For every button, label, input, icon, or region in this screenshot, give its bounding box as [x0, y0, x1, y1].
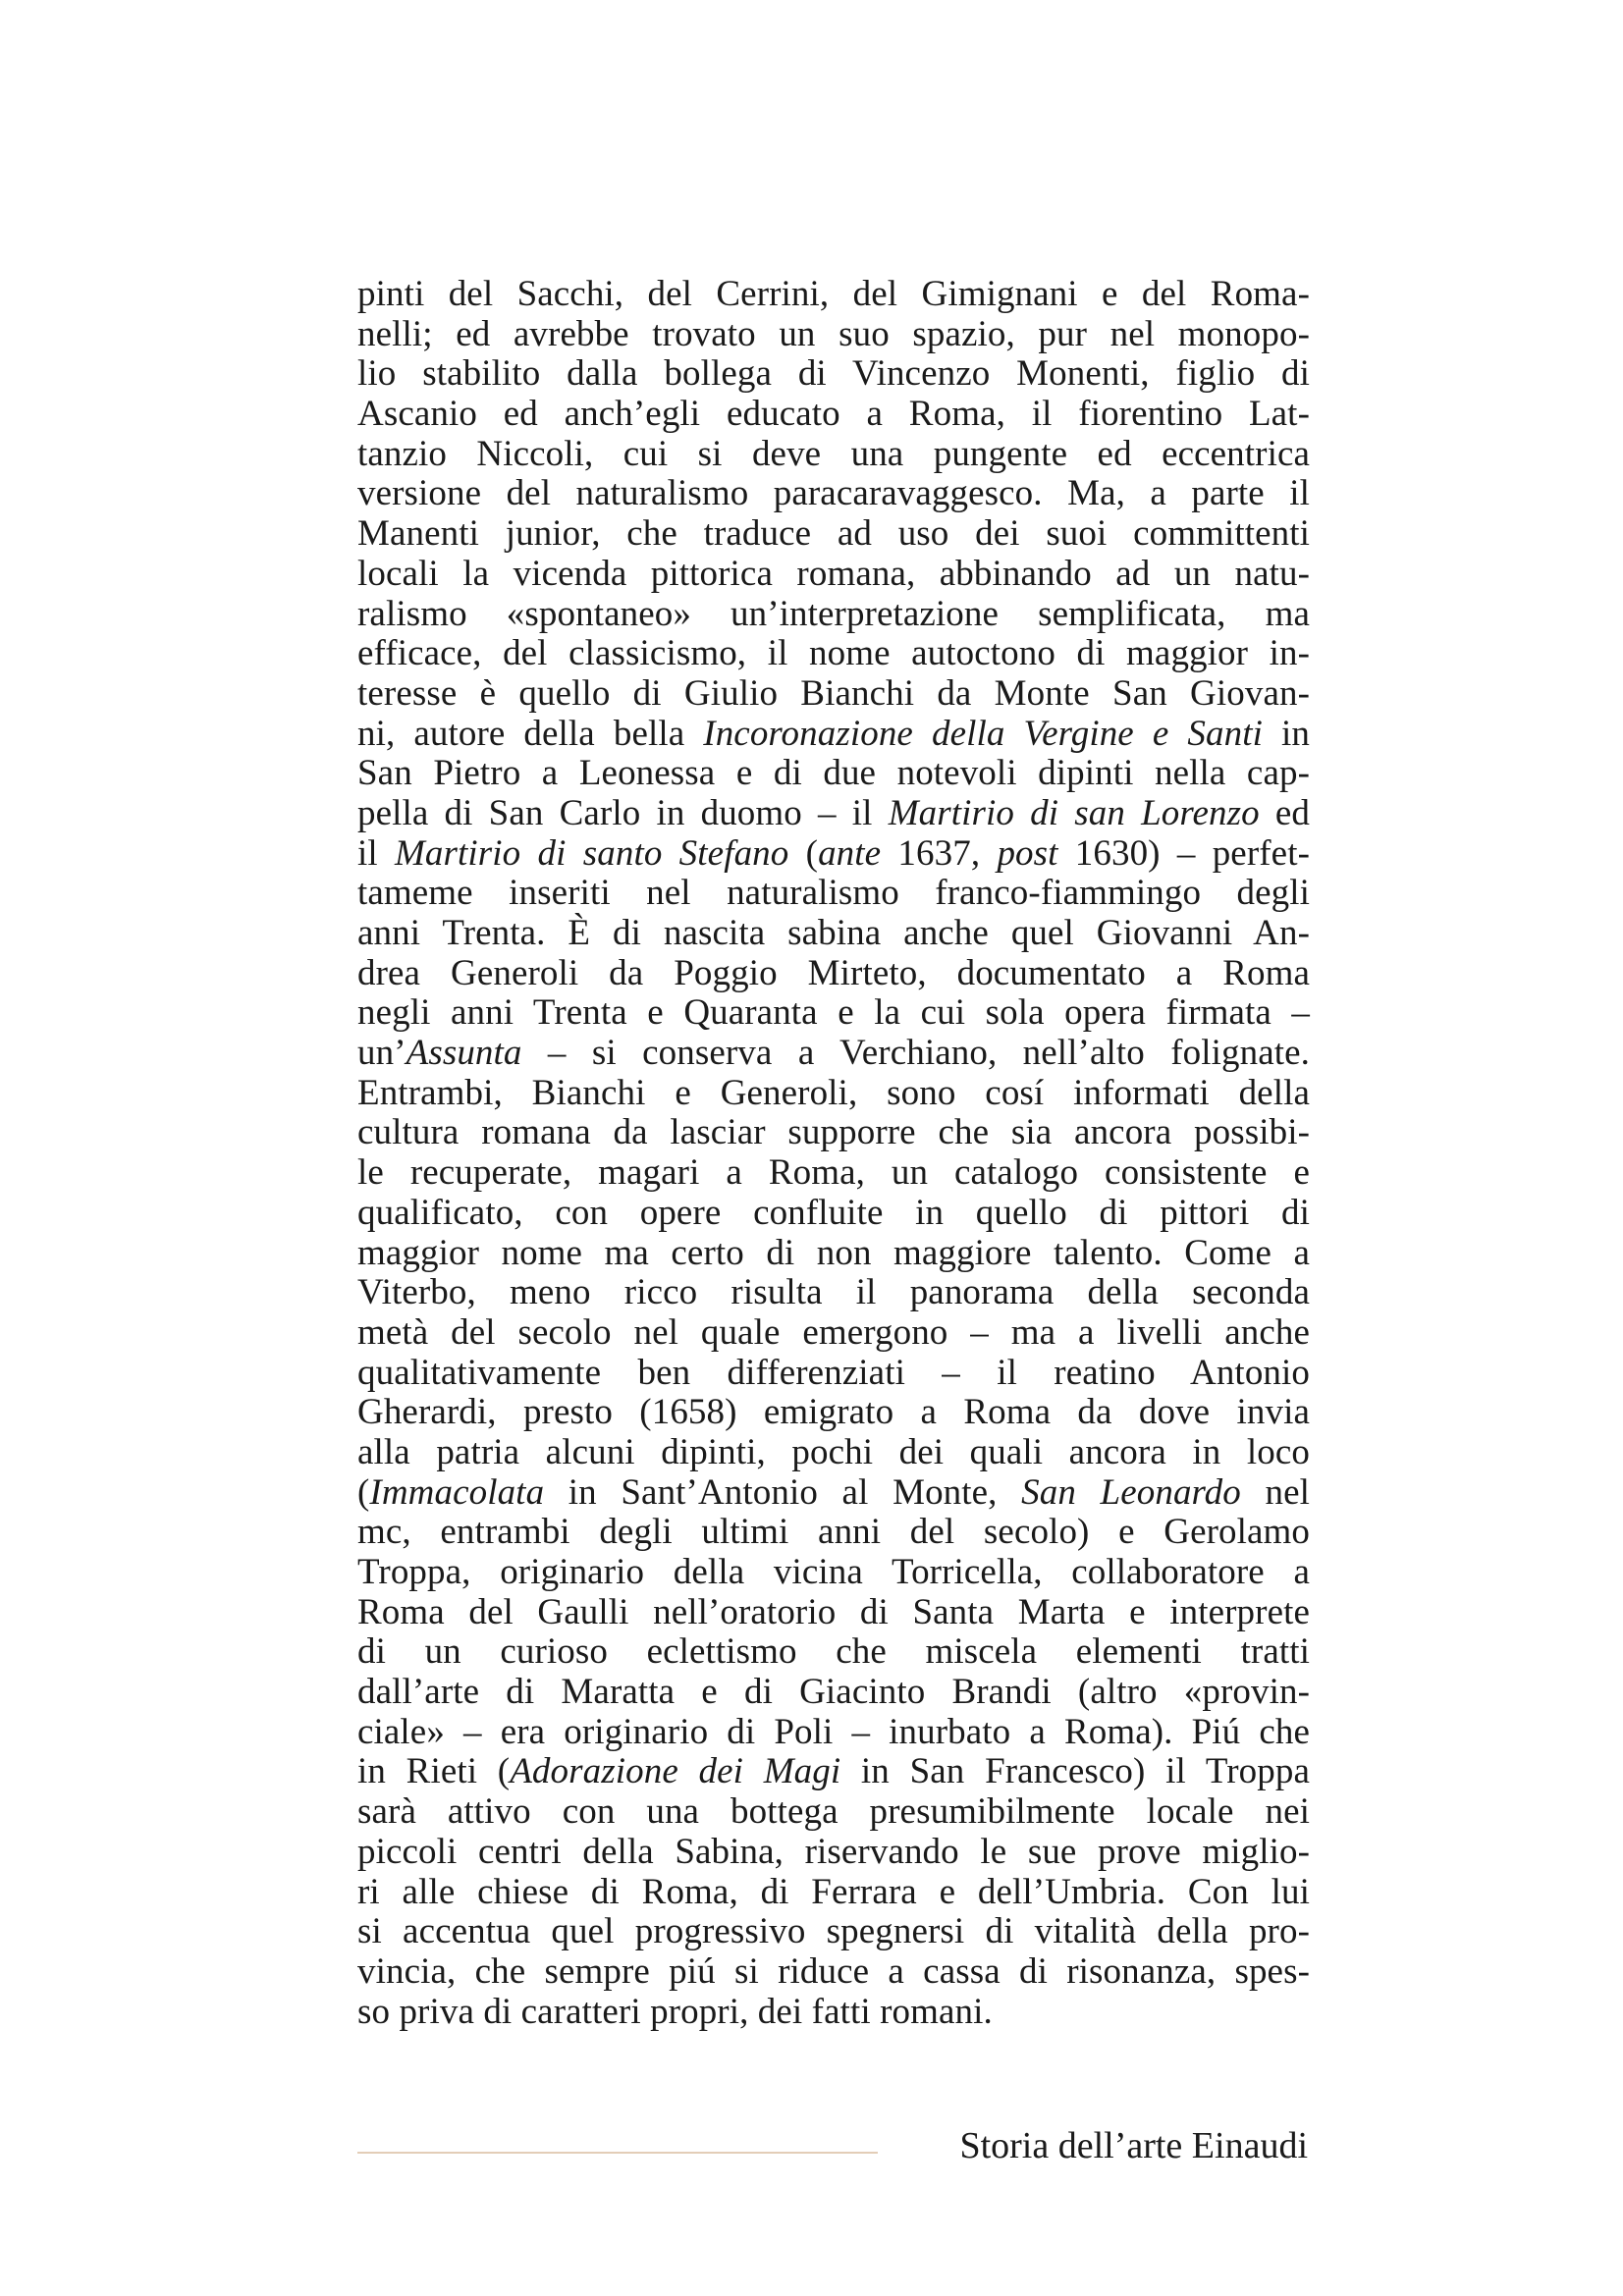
text-run: qualificato, con opere confluite in quello di pittori di: [357, 1192, 1310, 1233]
text-line: [357, 1273, 1310, 1313]
text-line: [357, 1873, 1310, 1913]
text-line: [357, 1113, 1310, 1153]
text-line: [357, 993, 1310, 1034]
text-line: [357, 474, 1310, 514]
text-line: [357, 1713, 1310, 1753]
body-paragraph: [357, 275, 1310, 2032]
text-run: in: [1262, 713, 1310, 754]
text-line: [357, 555, 1310, 595]
footer-rule: [357, 2152, 878, 2154]
text-run: vincia, che sempre piú si riduce a cassa di risonanza, spes-: [357, 1950, 1310, 1992]
italic-title: ante: [818, 832, 882, 874]
text-run: negli anni Trenta e Quaranta e la cui sola opera firmata –: [357, 992, 1310, 1034]
text-run: piccoli centri della Sabina, riservando le sue prove miglio-: [357, 1831, 1310, 1872]
text-line: [357, 794, 1310, 834]
text-run: (: [357, 1471, 370, 1513]
text-run: in San Francesco) il Troppa: [840, 1751, 1311, 1792]
text-run: 1637,: [881, 832, 998, 874]
publisher-title: Storia dell’arte Einaudi: [959, 2125, 1308, 2166]
text-run: nelli; ed avrebbe trovato un suo spazio, pur nel monopo-: [357, 313, 1310, 354]
text-line: [357, 1313, 1310, 1354]
text-run: 1630) – perfet-: [1057, 832, 1310, 874]
text-line: [357, 1473, 1310, 1514]
text-run: efficace, del classicismo, il nome autoctono di maggior in-: [357, 633, 1310, 674]
text-line: [357, 634, 1310, 674]
text-run: dall’arte di Maratta e di Giacinto Brandi (altro «provin-: [357, 1672, 1310, 1713]
text-run: maggior nome ma certo di non maggiore talento. Come a: [357, 1232, 1310, 1273]
text-run: lio stabilito dalla bollega di Vincenzo Monenti, figlio di: [357, 353, 1310, 395]
text-run: mc, entrambi degli ultimi anni del secolo) e Gerolamo: [357, 1512, 1310, 1553]
text-line: [357, 1912, 1310, 1952]
text-line: [357, 914, 1310, 954]
text-run: alla patria alcuni dipinti, pochi dei quali ancora in loco: [357, 1431, 1310, 1472]
text-run: Gherardi, presto (1658) emigrato a Roma da dove invia: [357, 1392, 1310, 1433]
italic-title: San Leonardo: [1021, 1471, 1241, 1513]
text-run: in Sant’Antonio al Monte,: [544, 1471, 1022, 1513]
text-run: un’: [357, 1033, 406, 1074]
text-line: [357, 1354, 1310, 1394]
text-line: [357, 1034, 1310, 1074]
text-run: tameme inseriti nel naturalismo franco-fiammingo degli: [357, 873, 1310, 914]
text-line: [357, 1792, 1310, 1833]
italic-title: Incoronazione della Vergine e Santi: [703, 713, 1263, 754]
italic-title: Adorazione dei Magi: [510, 1751, 841, 1792]
text-line: [357, 1153, 1310, 1194]
text-run: ed: [1259, 792, 1310, 833]
text-run: so priva di caratteri propri, dei fatti romani.: [357, 1991, 993, 2032]
text-line: [357, 1234, 1310, 1274]
text-line: [357, 435, 1310, 475]
text-run: le recuperate, magari a Roma, un catalogo consistente e: [357, 1152, 1310, 1194]
text-line: [357, 1393, 1310, 1433]
text-line: [357, 514, 1310, 555]
text-run: nel: [1240, 1471, 1311, 1513]
text-run: si accentua quel progressivo spegnersi di vitalità della pro-: [357, 1911, 1310, 1952]
text-line: [357, 874, 1310, 914]
text-run: Roma del Gaulli nell’oratorio di Santa Marta e interprete: [357, 1591, 1310, 1632]
text-run: ni, autore della bella: [357, 713, 704, 754]
text-line: [357, 595, 1310, 635]
text-line: [357, 1673, 1310, 1713]
text-line: [357, 1952, 1310, 1993]
text-run: di un curioso eclettismo che miscela elementi tratti: [357, 1631, 1310, 1673]
text-run: – si conserva a Verchiano, nell’alto folignate.: [521, 1033, 1310, 1074]
text-run: cultura romana da lasciar supporre che sia ancora possibi-: [357, 1112, 1310, 1153]
text-run: drea Generoli da Poggio Mirteto, documentato a Roma: [357, 952, 1310, 993]
text-line: [357, 1993, 1310, 2033]
text-line: [357, 1074, 1310, 1114]
text-line: [357, 834, 1310, 875]
text-line: [357, 954, 1310, 994]
text-run: locali la vicenda pittorica romana, abbinando ad un natu-: [357, 553, 1310, 594]
text-line: [357, 1833, 1310, 1873]
text-run: ralismo «spontaneo» un’interpretazione semplificata, ma: [357, 593, 1310, 634]
text-run: metà del secolo nel quale emergono – ma a livelli anche: [357, 1311, 1310, 1353]
text-run: Entrambi, Bianchi e Generoli, sono cosí informati della: [357, 1072, 1310, 1113]
text-run: sarà attivo con una bottega presumibilmente locale nei: [357, 1791, 1310, 1833]
italic-title: Martirio di santo Stefano: [395, 832, 789, 874]
text-line: [357, 395, 1310, 435]
italic-title: Martirio di san Lorenzo: [888, 792, 1260, 833]
text-run: il: [357, 832, 396, 874]
italic-title: post: [997, 832, 1058, 874]
text-run: pella di San Carlo in duomo – il: [357, 792, 889, 833]
text-run: San Pietro a Leonessa e di due notevoli dipinti nella cap-: [357, 753, 1310, 794]
text-line: [357, 1513, 1310, 1553]
text-line: [357, 715, 1310, 755]
italic-title: Assunta: [406, 1033, 522, 1074]
text-line: [357, 754, 1310, 794]
text-line: [357, 315, 1310, 355]
text-line: [357, 1632, 1310, 1673]
text-line: [357, 1553, 1310, 1593]
text-run: ciale» – era originario di Poli – inurbato a Roma). Piú che: [357, 1711, 1310, 1752]
text-run: (: [788, 832, 819, 874]
text-line: [357, 674, 1310, 715]
text-run: tanzio Niccoli, cui si deve una pungente ed eccentrica: [357, 433, 1310, 474]
text-run: Manenti junior, che traduce ad uso dei suoi committenti: [357, 513, 1310, 555]
text-run: ri alle chiese di Roma, di Ferrara e dell’Umbria. Con lui: [357, 1871, 1310, 1912]
text-line: [357, 1593, 1310, 1633]
text-run: pinti del Sacchi, del Cerrini, del Gimignani e del Roma-: [357, 274, 1310, 314]
text-run: anni Trenta. È di nascita sabina anche quel Giovanni An-: [357, 913, 1310, 953]
text-run: versione del naturalismo paracaravaggesco. Ma, a parte il: [357, 473, 1310, 514]
text-line: [357, 1752, 1310, 1792]
text-run: Viterbo, meno ricco risulta il panorama della seconda: [357, 1272, 1310, 1313]
text-line: [357, 275, 1310, 315]
text-line: [357, 1433, 1310, 1473]
text-line: [357, 1194, 1310, 1234]
text-line: [357, 354, 1310, 395]
text-run: in Rieti (: [357, 1751, 511, 1792]
text-run: Troppa, originario della vicina Torricella, collaboratore a: [357, 1552, 1310, 1592]
text-run: qualitativamente ben differenziati – il reatino Antonio: [357, 1352, 1310, 1393]
text-run: teresse è quello di Giulio Bianchi da Monte San Giovan-: [357, 672, 1310, 714]
italic-title: Immacolata: [369, 1471, 545, 1513]
text-run: Ascanio ed anch’egli educato a Roma, il fiorentino Lat-: [357, 394, 1310, 435]
